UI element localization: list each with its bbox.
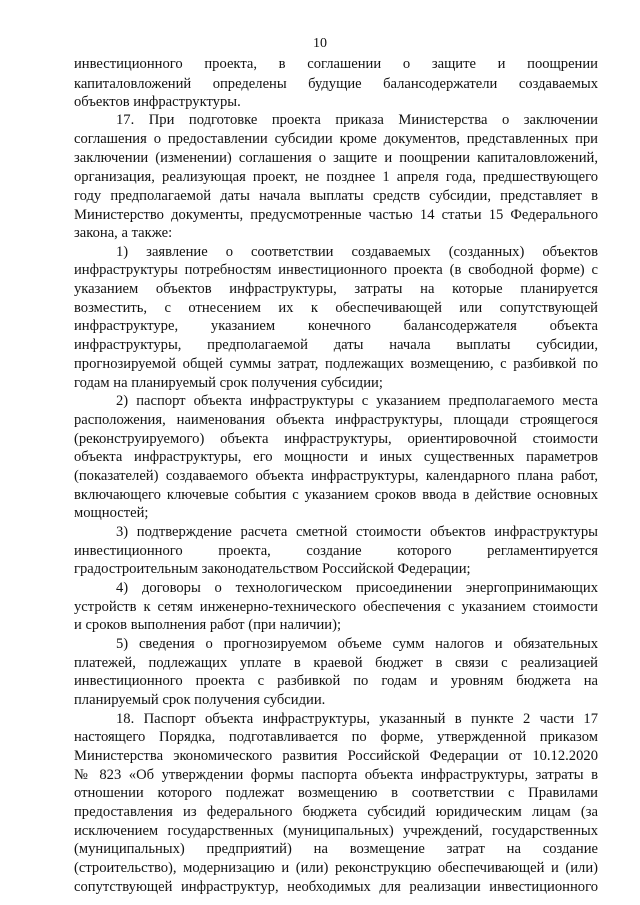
text-line: 17. При подготовке проекта приказа Министерства о заключении bbox=[116, 112, 598, 128]
text-line: сопутствующей инфраструктур, необходимых для реализации инвестиционного bbox=[74, 879, 598, 895]
text-line: включающего ключевые события с указанием сроков ввода в действие основных bbox=[74, 487, 598, 503]
text-line: градостроительным законодательством Российской Федерации; bbox=[74, 561, 471, 577]
text-line: инвестиционного проекта, в соглашении о защите и поощрении bbox=[74, 56, 598, 72]
page-number: 10 bbox=[313, 36, 327, 51]
text-line: капиталовложений определены будущие балансодержатели создаваемых bbox=[74, 76, 598, 92]
text-line: (строительство), модернизацию и (или) реконструкцию обеспечивающей и (или) bbox=[74, 860, 598, 876]
text-line: Министерство документы, предусмотренные частью 14 статьи 15 Федерального bbox=[74, 207, 598, 223]
text-line: объекта инфраструктуры, его мощности и иных существенных параметров bbox=[74, 449, 598, 465]
text-line: соглашения о предоставлении субсидии кроме документов, представленных при bbox=[74, 131, 598, 147]
text-line: организация, реализующая проект, не позднее 1 апреля года, предшествующего bbox=[74, 169, 598, 185]
text-line: настоящего Порядка, подготавливается по форме, утвержденной приказом bbox=[74, 729, 598, 745]
text-line: мощностей; bbox=[74, 505, 149, 521]
text-line: инфраструктуре, указанием конечного балансодержателя объекта bbox=[74, 318, 598, 334]
text-line: (муниципальных) предприятий) на возмещение затрат на создание bbox=[74, 841, 598, 857]
text-line: платежей, подлежащих уплате в краевой бюджет в связи с реализацией bbox=[74, 655, 598, 671]
text-line: заключении (изменении) соглашения о защите и поощрении капиталовложений, bbox=[74, 150, 598, 166]
text-line: Министерства экономического развития Российской Федерации от 10.12.2020 bbox=[74, 748, 598, 764]
text-line: инвестиционного проекта, создание которого регламентируется bbox=[74, 543, 598, 559]
text-line: указанием объектов инфраструктуры, затраты на которые планируется bbox=[74, 281, 598, 297]
text-line: № 823 «Об утверждении формы паспорта объекта инфраструктуры, затраты в bbox=[74, 767, 598, 783]
text-line: предоставления из федерального бюджета субсидий юридическим лицам (за bbox=[74, 804, 598, 820]
text-line: году предполагаемой даты начала выплаты средств субсидии, представляет в bbox=[74, 188, 598, 204]
text-line: 1) заявление о соответствии создаваемых (созданных) объектов bbox=[116, 244, 598, 260]
text-line: устройств к сетям инженерно-технического обеспечения с указанием стоимости bbox=[74, 599, 598, 615]
text-line: (показателей) создаваемого объекта инфраструктуры, календарного плана работ, bbox=[74, 468, 598, 484]
text-line: инфраструктуры потребностям инвестиционного проекта (в свободной форме) с bbox=[74, 262, 598, 278]
text-line: прогнозируемой общей суммы затрат, подлежащих возмещению, с разбивкой по bbox=[74, 356, 598, 372]
text-line: расположения, наименования объекта инфраструктуры, площади строящегося bbox=[74, 412, 598, 428]
text-line: 5) сведения о прогнозируемом объеме сумм налогов и обязательных bbox=[116, 636, 598, 652]
text-line: 4) договоры о технологическом присоединении энергопринимающих bbox=[116, 580, 598, 596]
text-line: исключением государственных (муниципальных) учреждений, государственных bbox=[74, 823, 598, 839]
text-line: и сроков выполнения работ (при наличии); bbox=[74, 617, 342, 633]
text-line: 3) подтверждение расчета сметной стоимости объектов инфраструктуры bbox=[116, 524, 598, 540]
text-line: планируемый срок получения субсидии. bbox=[74, 692, 326, 708]
text-line: инфраструктуры, предполагаемой даты начала выплаты субсидии, bbox=[74, 337, 598, 353]
text-line: возместить, с отнесением их к обеспечивающей или сопутствующей bbox=[74, 300, 598, 316]
text-line: 18. Паспорт объекта инфраструктуры, указанный в пункте 2 части 17 bbox=[116, 711, 598, 727]
text-line: объектов инфраструктуры. bbox=[74, 94, 241, 110]
text-line: инвестиционного проекта с разбивкой по годам и уровням бюджета на bbox=[74, 673, 598, 689]
text-line: годам на планируемый срок получения субсидии; bbox=[74, 375, 383, 391]
text-line: (реконструируемого) объекта инфраструктуры, ориентировочной стоимости bbox=[74, 431, 598, 447]
text-line: закона, а также: bbox=[74, 225, 173, 241]
text-line: отношении которого подлежат возмещению в соответствии с Правилами bbox=[74, 785, 598, 801]
text-line: 2) паспорт объекта инфраструктуры с указанием предполагаемого места bbox=[116, 393, 598, 409]
